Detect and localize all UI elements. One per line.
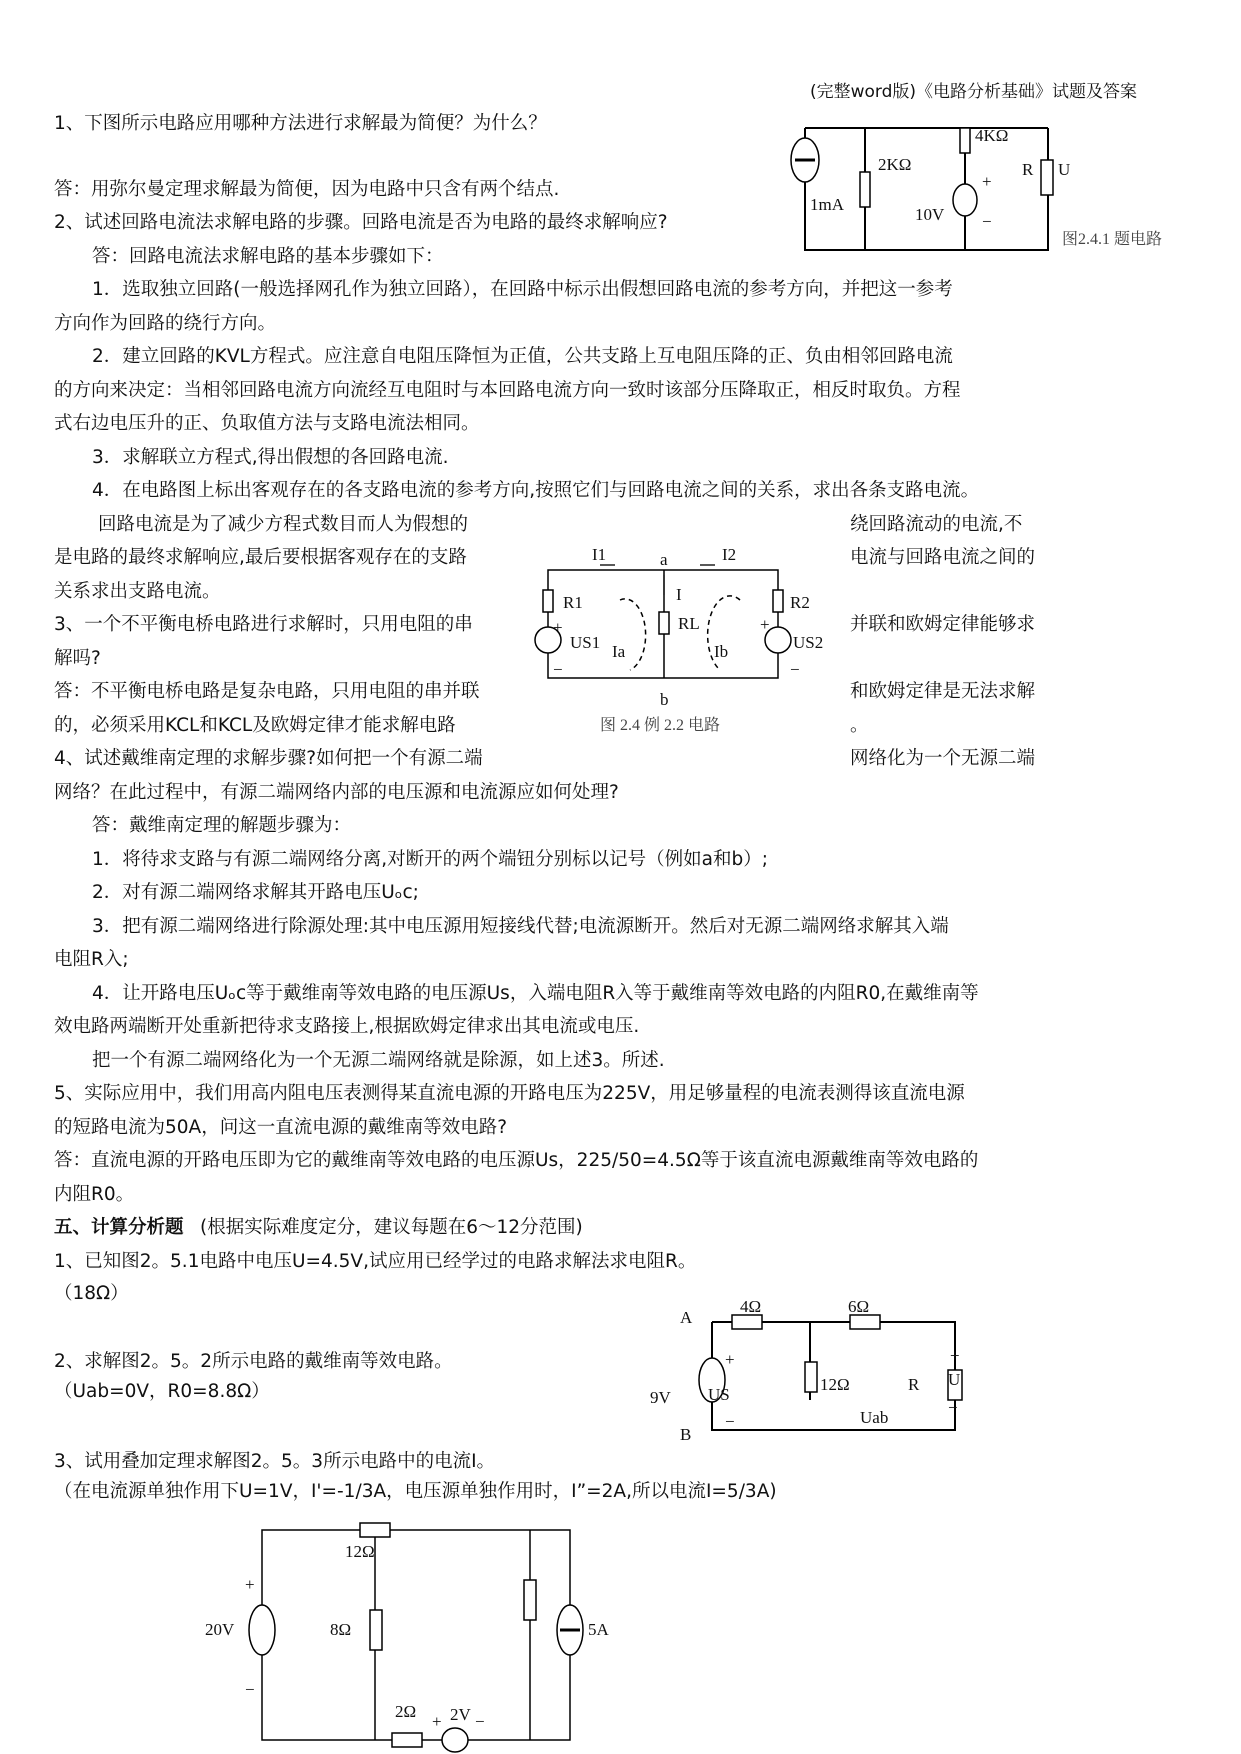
figure-1-label: 10V	[915, 205, 945, 224]
figure-2-label: R2	[790, 593, 810, 612]
figure-2-label: b	[660, 690, 669, 709]
figure-3-label: +	[725, 1350, 735, 1369]
text-line: 2、试述回路电流法求解电路的步骤。回路电流是否为电路的最终求解响应?	[54, 212, 668, 233]
figure-4-label: 5A	[588, 1620, 609, 1639]
figure-3-label: 12Ω	[345, 1542, 375, 1561]
figure-1-label: +	[982, 172, 992, 191]
figure-3-label: +	[950, 1346, 960, 1365]
figure-2-label: US1	[570, 633, 601, 652]
text-line: 内阻R0。	[54, 1184, 135, 1205]
text-line: 和欧姆定律是无法求解	[850, 681, 1036, 702]
text-line: 电流与回路电流之间的	[850, 547, 1036, 568]
figure-2-label: US2	[793, 633, 824, 652]
section-title: 五、计算分析题	[54, 1217, 184, 1238]
text-line: 网络？在此过程中，有源二端网络内部的电压源和电流源应如何处理?	[54, 782, 619, 803]
text-line: 1、已知图2。5.1电路中电压U=4.5V,试应用已经学过的电路求解法求电阻R。	[54, 1251, 697, 1272]
text-line: 关系求出支路电流。	[54, 581, 221, 602]
text-line: 把一个有源二端网络化为一个无源二端网络就是除源，如上述3。所述.	[92, 1050, 665, 1071]
figure-3-label: Uab	[860, 1408, 889, 1427]
text-line: 是电路的最终求解响应,最后要根据客观存在的支路	[54, 547, 467, 568]
text-line: 式右边电压升的正、负取值方法与支路电流法相同。	[54, 413, 480, 434]
figure-3-label: 6Ω	[848, 1297, 870, 1316]
text-line: 4、试述戴维南定理的求解步骤?如何把一个有源二端	[54, 748, 483, 769]
text-line: 2、求解图2。5。2所示电路的戴维南等效电路。	[54, 1351, 453, 1372]
text-line: 答：用弥尔曼定理求解最为简便，因为电路中只含有两个结点.	[54, 179, 560, 200]
figure-2-label: I	[676, 585, 682, 604]
figure-4-label: +	[432, 1712, 442, 1731]
text-line: 2．建立回路的KVL方程式。应注意自电阻压降恒为正值，公共支路上互电阻压降的正、负由相邻回路电流	[92, 346, 953, 367]
figure-1-label: 4KΩ	[975, 126, 1009, 145]
text-line: 2．对有源二端网络求解其开路电压Uₒc;	[92, 882, 419, 903]
text-line: 3．把有源二端网络进行除源处理:其中电压源用短接线代替;电流源断开。然后对无源二端网络求解其入端	[92, 916, 949, 937]
text-line: 绕回路流动的电流,不	[850, 514, 1023, 535]
figure-1-circuit	[791, 128, 1053, 250]
figure-2-label: Ia	[612, 642, 626, 661]
text-line: 1．选取独立回路(一般选择网孔作为独立回路），在回路中标示出假想回路电流的参考方向，并把这一参考	[92, 279, 953, 300]
figure-2-label: I1	[592, 545, 607, 564]
text-line: 4．让开路电压Uₒc等于戴维南等效电路的电压源Us，入端电阻R入等于戴维南等效电路的内阻R0,在戴维南等	[92, 983, 979, 1004]
text-line: 答：戴维南定理的解题步骤为：	[92, 815, 352, 836]
text-line: 答：回路电流法求解电路的基本步骤如下：	[92, 246, 444, 267]
text-line: 并联和欧姆定律能够求	[850, 614, 1036, 635]
figure-3-label: 9V	[650, 1388, 671, 1407]
figure-2-label: −	[790, 660, 800, 679]
figure-1-label: R	[1022, 160, 1034, 179]
figure-2-label: −	[553, 660, 563, 679]
figure-2-circuit	[535, 565, 791, 678]
text-line: 的方向来决定：当相邻回路电流方向流经互电阻时与本回路电流方向一致时该部分压降取正，相反时取负。方程	[54, 380, 961, 401]
figure-2-label: +	[553, 618, 563, 637]
text-line: 1、下图所示电路应用哪种方法进行求解最为简便？为什么？	[54, 113, 547, 134]
figure-4-label: +	[245, 1575, 255, 1594]
figure-2-label: I2	[722, 545, 737, 564]
figure-1-label: 2KΩ	[878, 155, 912, 174]
figure-4-label: 20V	[205, 1620, 235, 1639]
figure-3-circuit	[699, 1315, 962, 1430]
text-line: 4．在电路图上标出客观存在的各支路电流的参考方向,按照它们与回路电流之间的关系，求出各条支路电流。	[92, 480, 980, 501]
figure-4-label: 8Ω	[330, 1620, 352, 1639]
figure-1-caption: 图2.4.1 题电路	[1062, 231, 1163, 248]
figure-1-label: −	[982, 212, 992, 231]
figure-3-label: −	[948, 1398, 958, 1417]
section-note: (根据实际难度定分，建议每题在6～12分范围)	[200, 1217, 583, 1238]
text-line: 。	[850, 715, 869, 736]
text-line: 3、试用叠加定理求解图2。5。3所示电路中的电流I。	[54, 1451, 496, 1472]
text-line: 解吗?	[54, 648, 101, 669]
text-line: 1．将待求支路与有源二端网络分离,对断开的两个端钮分别标以记号（例如a和b）;	[92, 849, 768, 870]
text-line: 答：直流电源的开路电压即为它的戴维南等效电路的电压源Us，225/50=4.5Ω等于该直流电源戴维南等效电路的	[54, 1150, 979, 1171]
text-line: 答：不平衡电桥电路是复杂电路，只用电阻的串并联	[54, 681, 480, 702]
text-line: 5、实际应用中，我们用高内阻电压表测得某直流电源的开路电压为225V，用足够量程的电流表测得该直流电源	[54, 1083, 965, 1104]
figure-3-label: R	[908, 1375, 920, 1394]
figure-2-label: R1	[563, 593, 583, 612]
figure-4-label: 2Ω	[395, 1702, 417, 1721]
figure-3-label: 12Ω	[820, 1375, 850, 1394]
figure-2-label: +	[760, 615, 770, 634]
figure-4-label: −	[245, 1680, 255, 1699]
figure-1-label: 1mA	[810, 195, 844, 214]
page-header: (完整word版)《电路分析基础》试题及答案	[810, 82, 1138, 102]
text-line: （在电流源单独作用下U=1V，I'=-1/3A，电压源单独作用时，I”=2A,所以电流I=5/3A)	[54, 1481, 777, 1502]
figure-3-label: B	[680, 1425, 692, 1444]
text-line: 效电路两端断开处重新把待求支路接上,根据欧姆定律求出其电流或电压.	[54, 1016, 640, 1037]
figure-2-caption: 图 2.4 例 2.2 电路	[600, 717, 721, 734]
figure-2-label: RL	[678, 614, 700, 633]
text-line: 3．求解联立方程式,得出假想的各回路电流.	[92, 447, 449, 468]
text-line: 3、一个不平衡电桥电路进行求解时，只用电阻的串	[54, 614, 473, 635]
text-line: 网络化为一个无源二端	[850, 748, 1036, 769]
text-line: 电阻R入;	[54, 949, 129, 970]
figure-4-label: −	[475, 1712, 485, 1731]
figure-3-label: −	[725, 1412, 735, 1431]
text-line: 的短路电流为50A，问这一直流电源的戴维南等效电路?	[54, 1117, 508, 1138]
figure-3-label: U	[948, 1370, 961, 1389]
text-line: 回路电流是为了减少方程式数目而人为假想的	[98, 514, 469, 535]
figure-2-label: Ib	[714, 642, 729, 661]
text-line: 方向作为回路的绕行方向。	[54, 313, 277, 334]
text-line: （18Ω）	[54, 1283, 129, 1304]
figure-2-label: a	[660, 550, 668, 569]
text-line: 的，必须采用KCL和KCL及欧姆定律才能求解电路	[54, 715, 456, 736]
figure-1-label: U	[1058, 160, 1071, 179]
text-line: （Uab=0V，R0=8.8Ω）	[54, 1381, 270, 1402]
figure-3-label: A	[680, 1308, 693, 1327]
figure-3-label: US	[708, 1385, 730, 1404]
figure-3-label: 4Ω	[740, 1297, 762, 1316]
figure-4-label: 2V	[450, 1705, 471, 1724]
